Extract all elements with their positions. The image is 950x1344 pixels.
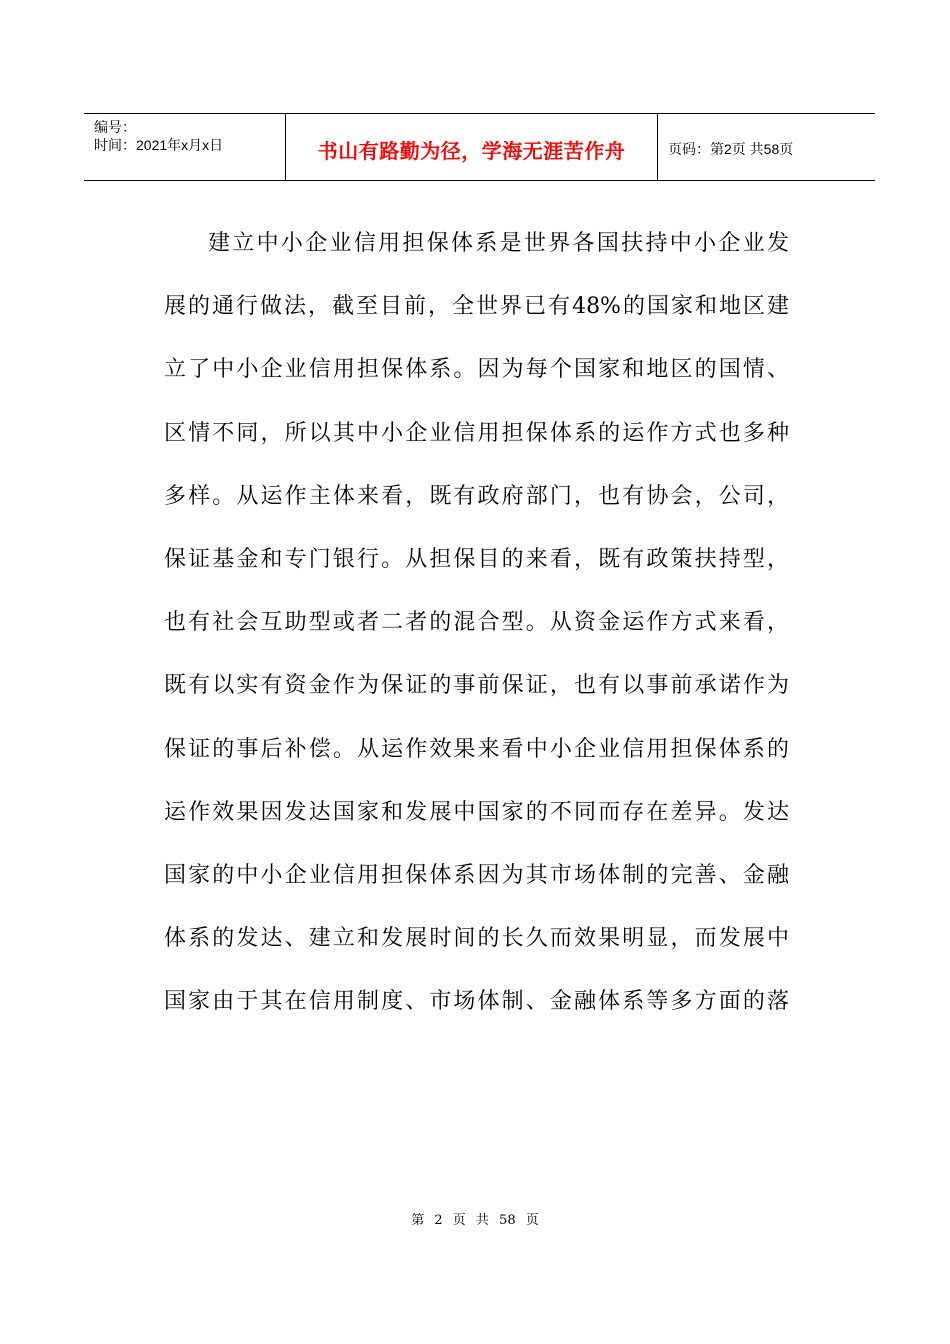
paragraph-line: 保证的事后补偿。从运作效果来看中小企业信用担保体系的 [164,736,789,762]
paragraph-line: 保证基金和专门银行。从担保目的来看，既有政策扶持型， [164,546,789,572]
paragraph-line: 区情不同，所以其中小企业信用担保体系的运作方式也多种 [164,420,789,446]
document-time-label: 时间：2021年x月x日 [94,137,224,153]
paragraph-line: 立了中小企业信用担保体系。因为每个国家和地区的国情、 [164,357,789,383]
document-body [164,212,789,1033]
document-number-label: 编号： [94,119,136,135]
paragraph-line: 建立中小企业信用担保体系是世界各国扶持中小企业发 [208,231,789,256]
header-page-info: 页码：第2页 共58页 [668,141,794,157]
paragraph-line: 运作效果因发达国家和发展中国家的不同而存在差异。发达 [164,799,789,825]
paragraph-line: 国家的中小企业信用担保体系因为其市场体制的完善、金融 [164,862,789,888]
paragraph-line: 展的通行做法，截至目前，全世界已有48%的国家和地区建 [164,294,789,320]
page-header [84,113,875,181]
paragraph-line: 也有社会互助型或者二者的混合型。从资金运作方式来看， [164,610,789,636]
header-meta-cell [84,114,286,180]
paragraph-line: 体系的发达、建立和发展时间的长久而效果明显，而发展中 [164,926,789,952]
paragraph-line: 多样。从运作主体来看，既有政府部门，也有协会，公司， [164,483,789,509]
page-footer-number: 第 2 页 共 58 页 [411,1213,539,1228]
paragraph-line: 既有以实有资金作为保证的事前保证，也有以事前承诺作为 [164,673,789,699]
header-motto: 书山有路勤为径，学海无涯苦作舟 [286,114,658,180]
paragraph-line: 国家由于其在信用制度、市场体制、金融体系等多方面的落 [164,989,789,1015]
